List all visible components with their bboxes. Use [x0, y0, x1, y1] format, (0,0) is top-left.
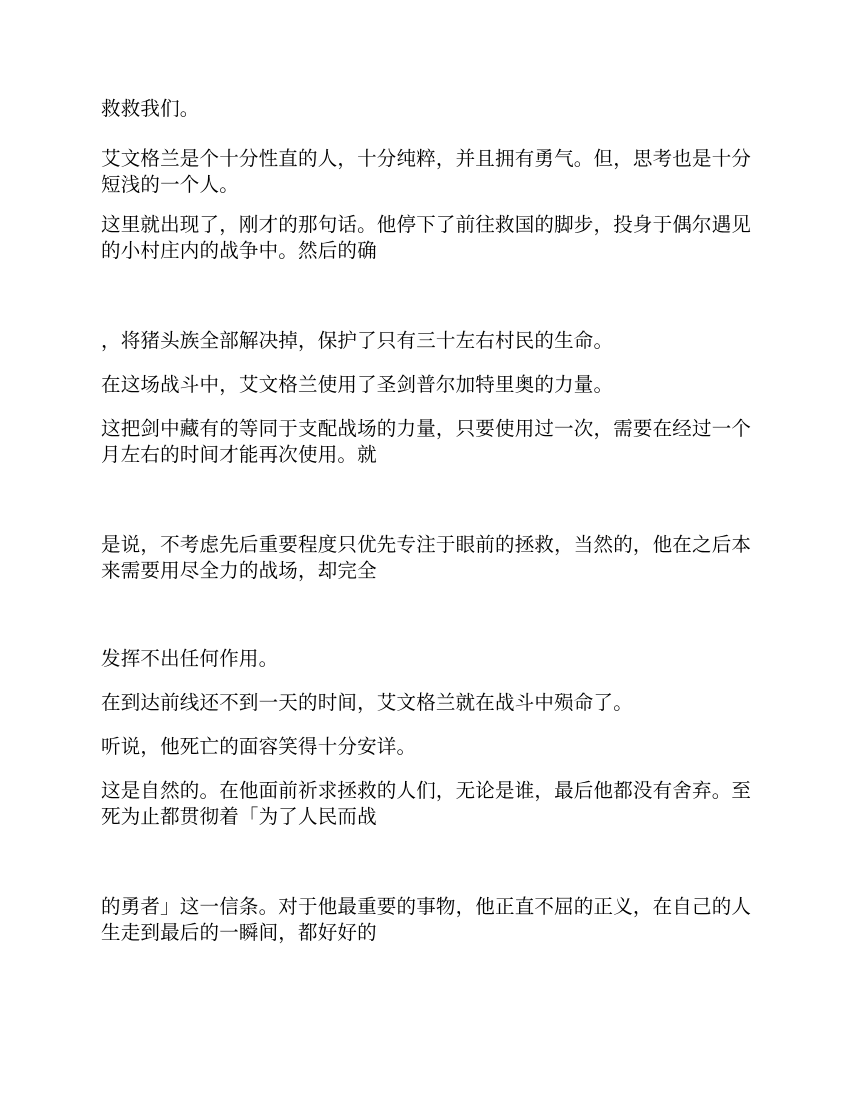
- paragraph-2: 艾文格兰是个十分性直的人，十分纯粹，并且拥有勇气。但，思考也是十分短浅的一个人。: [101, 147, 752, 196]
- paragraph-9: 在到达前线还不到一天的时间，艾文格兰就在战斗中殒命了。: [101, 691, 633, 714]
- paragraph-11: 这是自然的。在他面前祈求拯救的人们，无论是谁，最后他都没有舍弃。至死为止都贯彻着「为了人民而战: [101, 779, 752, 828]
- paragraph-3: 这里就出现了，刚才的那句话。他停下了前往救国的脚步，投身于偶尔遇见的小村庄内的战争中。然后的确: [101, 213, 752, 262]
- paragraph-12: 的勇者」这一信条。对于他最重要的事物，他正直不屈的正义，在自己的人生走到最后的一瞬间，都好好的: [101, 895, 752, 944]
- paragraph-5: 在这场战斗中，艾文格兰使用了圣剑普尔加特里奥的力量。: [101, 373, 614, 396]
- paragraph-4: ，将猪头族全部解决掉，保护了只有三十左右村民的生命。: [101, 329, 614, 352]
- paragraph-1: 救救我们。: [101, 97, 200, 120]
- paragraph-7: 是说，不考虑先后重要程度只优先专注于眼前的拯救，当然的，他在之后本来需要用尽全力的战场，却完全: [101, 533, 752, 582]
- paragraph-6: 这把剑中藏有的等同于支配战场的力量，只要使用过一次，需要在经过一个月左右的时间才能再次使用。就: [101, 417, 752, 466]
- paragraph-10: 听说，他死亡的面容笑得十分安详。: [101, 735, 417, 758]
- paragraph-8: 发挥不出任何作用。: [101, 647, 279, 670]
